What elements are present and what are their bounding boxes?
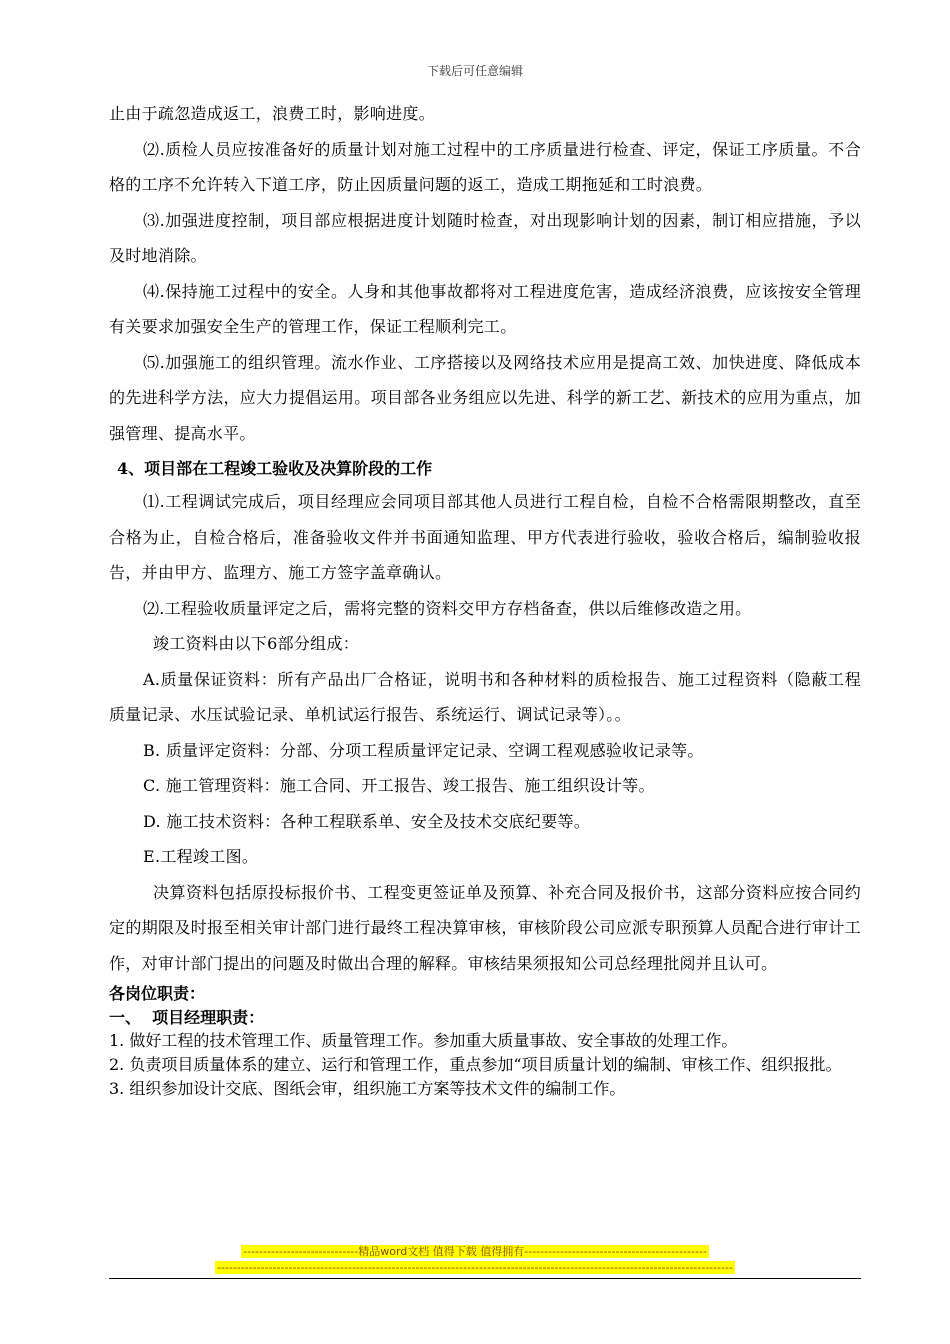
paragraph-quality-inspection: ⑵.质检人员应按准备好的质量计划对施工过程中的工序质量进行检查、评定，保证工序质量。不合格的工序不允许转入下道工序，防止因质量问题的返工，造成工期拖延和工时浪费。 <box>109 139 861 194</box>
paragraph-item-c: C. 施工管理资料：施工合同、开工报告、竣工报告、施工组织设计等。 <box>143 776 655 795</box>
paragraph-item-d: D. 施工技术资料：各种工程联系单、安全及技术交底纪要等。 <box>143 811 591 831</box>
paragraph-settlement: 决算资料包括原投标报价书、工程变更签证单及预算、补充合同及报价书，这部分资料应按合同约定的期限及时报至相关审计部门进行最终工程决算审核，审核阶段公司应派专职预算人员配合进行审计工作，对审计部门提出的问题及时做出合理的解释。审核结果须报知公司总经理批阅并且认可。 <box>109 882 861 973</box>
paragraph-archive: ⑵.工程验收质量评定之后，需将完整的资料交甲方存档备查，供以后维修改造之用。 <box>143 598 752 618</box>
paragraph-commissioning: ⑴.工程调试完成后，项目经理应会同项目部其他人员进行工程自检，自检不合格需限期整改，直至合格为止，自检合格后，准备验收文件并书面通知监理、甲方代表进行验收，验收合格后，编制验收报告，并由甲方、监理方、施工方签字盖章确认。 <box>109 492 861 582</box>
paragraph-continuation: 止由于疏忽造成返工，浪费工时，影响进度。 <box>109 104 436 123</box>
footer-rule <box>109 1278 861 1279</box>
footer-banner-line2: ---------------------------------------------------------------------------------------------------------------------------------- <box>216 1261 733 1274</box>
duties-subtitle: 一、 项目经理职责： <box>109 1008 265 1027</box>
paragraph-completion-docs: 竣工资料由以下6部分组成： <box>153 634 360 653</box>
footer-banner-line1: -----------------------------精品word文档 值得下载 值得拥有---------------------------------------------- <box>243 1245 707 1258</box>
list-item: 3. 组织参加设计交底、图纸会审，组织施工方案等技术文件的编制工作。 <box>109 1079 626 1098</box>
section-heading-acceptance: 4、项目部在工程竣工验收及决算阶段的工作 <box>117 459 433 478</box>
paragraph-progress-control: ⑶.加强进度控制，项目部应根据进度计划随时检查，对出现影响计划的因素，制订相应措施，予以及时地消除。 <box>109 210 861 265</box>
paragraph-item-b: B. 质量评定资料：分部、分项工程质量评定记录、空调工程观感验收记录等。 <box>143 740 704 760</box>
paragraph-safety: ⑷.保持施工过程中的安全。人身和其他事故都将对工程进度危害，造成经济浪费，应该按安全管理有关要求加强安全生产的管理工作，保证工程顺利完工。 <box>109 281 861 336</box>
paragraph-item-a: A.质量保证资料：所有产品出厂合格证，说明书和各种材料的质检报告、施工过程资料（隐蔽工程质量记录、水压试验记录、单机试运行报告、系统运行、调试记录等）。。 <box>109 669 861 724</box>
list-item: 2. 负责项目质量体系的建立、运行和管理工作，重点参加“项目质量计划的编制、审核工作、组织报批。 <box>109 1055 842 1074</box>
footer-banner <box>0 1245 950 1259</box>
paragraph-organization: ⑸.加强施工的组织管理。流水作业、工序搭接以及网络技术应用是提高工效、加快进度、降低成本的先进科学方法，应大力提倡运用。项目部各业务组应以先进、科学的新工艺、新技术的应用为重点，加强管理、提高水平。 <box>109 352 861 443</box>
list-item: 1. 做好工程的技术管理工作、质量管理工作。参加重大质量事故、安全事故的处理工作。 <box>109 1031 738 1050</box>
document-body <box>109 96 861 1101</box>
page-header: 下载后可任意编辑 <box>426 64 523 78</box>
footer-banner-dashes <box>0 1261 950 1275</box>
duties-title: 各岗位职责： <box>109 984 206 1003</box>
paragraph-item-e: E.工程竣工图。 <box>143 847 259 866</box>
